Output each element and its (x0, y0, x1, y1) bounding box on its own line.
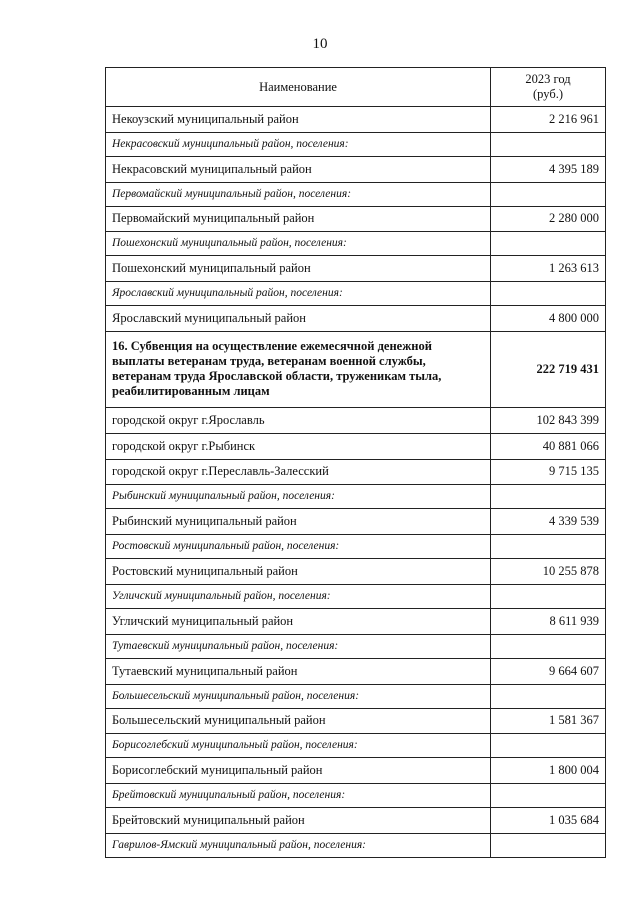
table-row (106, 559, 606, 585)
subheading-row (106, 485, 606, 509)
row-name: Пошехонский муниципальный район (106, 256, 491, 282)
subheading-row (106, 833, 606, 857)
row-amount: 40 881 066 (491, 433, 606, 459)
row-name: Некоузский муниципальный район (106, 107, 491, 133)
row-amount: 4 339 539 (491, 509, 606, 535)
column-header-name: Наименование (106, 68, 491, 107)
row-amount (491, 182, 606, 206)
row-name: Тутаевский муниципальный район, поселения: (106, 634, 491, 658)
row-amount (491, 282, 606, 306)
subheading-row (106, 535, 606, 559)
column-header-amount (491, 68, 606, 107)
row-amount (491, 784, 606, 808)
table-header-row (106, 68, 606, 107)
row-amount: 4 395 189 (491, 156, 606, 182)
row-amount: 2 216 961 (491, 107, 606, 133)
row-amount: 4 800 000 (491, 306, 606, 332)
row-amount (491, 232, 606, 256)
budget-table (105, 67, 606, 858)
row-name: Некрасовский муниципальный район, поселения: (106, 132, 491, 156)
subheading-row (106, 634, 606, 658)
table-row (106, 708, 606, 734)
page-number: 10 (312, 36, 328, 52)
row-name: Некрасовский муниципальный район (106, 156, 491, 182)
row-name: Пошехонский муниципальный район, поселения: (106, 232, 491, 256)
row-amount: 8 611 939 (491, 608, 606, 634)
row-amount (491, 684, 606, 708)
row-amount: 9 715 135 (491, 459, 606, 485)
row-amount (491, 485, 606, 509)
row-amount: 1 581 367 (491, 708, 606, 734)
subheading-row (106, 282, 606, 306)
row-name: Первомайский муниципальный район, поселения: (106, 182, 491, 206)
section-row (106, 331, 606, 407)
row-name: городской округ г.Рыбинск (106, 433, 491, 459)
row-name: Ростовский муниципальный район (106, 559, 491, 585)
row-amount (491, 634, 606, 658)
row-name: Брейтовский муниципальный район, поселения: (106, 784, 491, 808)
table-row (106, 256, 606, 282)
section-title: 16. Субвенция на осуществление ежемесячной денежной выплаты ветеранам труда, ветеранам военной службы, ветеранам труда Ярославской области, труженикам тыла, реабилитированным лицам (106, 331, 491, 407)
table-row (106, 608, 606, 634)
row-amount (491, 132, 606, 156)
table-body (106, 107, 606, 858)
subheading-row (106, 232, 606, 256)
subheading-row (106, 784, 606, 808)
row-name: Рыбинский муниципальный район (106, 509, 491, 535)
table-row (106, 407, 606, 433)
subheading-row (106, 734, 606, 758)
table-row (106, 459, 606, 485)
table-row (106, 107, 606, 133)
row-amount (491, 584, 606, 608)
column-header-unit: (руб.) (533, 87, 563, 101)
row-name: Рыбинский муниципальный район, поселения: (106, 485, 491, 509)
row-name: городской округ г.Переславль-Залесский (106, 459, 491, 485)
section-total: 222 719 431 (491, 331, 606, 407)
row-amount: 1 263 613 (491, 256, 606, 282)
row-amount: 102 843 399 (491, 407, 606, 433)
table-row (106, 206, 606, 232)
row-name: Тутаевский муниципальный район (106, 658, 491, 684)
table-row (106, 433, 606, 459)
table-row (106, 808, 606, 834)
row-amount (491, 734, 606, 758)
row-name: Угличский муниципальный район (106, 608, 491, 634)
row-amount (491, 833, 606, 857)
row-name: Ярославский муниципальный район, поселения: (106, 282, 491, 306)
row-amount: 1 035 684 (491, 808, 606, 834)
row-name: Первомайский муниципальный район (106, 206, 491, 232)
table-row (106, 509, 606, 535)
row-amount: 10 255 878 (491, 559, 606, 585)
row-amount: 2 280 000 (491, 206, 606, 232)
subheading-row (106, 132, 606, 156)
row-name: Большесельский муниципальный район, поселения: (106, 684, 491, 708)
table-row (106, 306, 606, 332)
row-name: Большесельский муниципальный район (106, 708, 491, 734)
row-amount (491, 535, 606, 559)
subheading-row (106, 584, 606, 608)
row-name: Угличский муниципальный район, поселения: (106, 584, 491, 608)
row-name: Брейтовский муниципальный район (106, 808, 491, 834)
row-name: городской округ г.Ярославль (106, 407, 491, 433)
row-name: Гаврилов-Ямский муниципальный район, поселения: (106, 833, 491, 857)
subheading-row (106, 182, 606, 206)
row-name: Ростовский муниципальный район, поселения: (106, 535, 491, 559)
row-name: Ярославский муниципальный район (106, 306, 491, 332)
row-name: Борисоглебский муниципальный район (106, 758, 491, 784)
row-amount: 9 664 607 (491, 658, 606, 684)
table-row (106, 658, 606, 684)
row-amount: 1 800 004 (491, 758, 606, 784)
table-row (106, 156, 606, 182)
table-row (106, 758, 606, 784)
row-name: Борисоглебский муниципальный район, поселения: (106, 734, 491, 758)
column-header-year: 2023 год (525, 72, 571, 86)
subheading-row (106, 684, 606, 708)
